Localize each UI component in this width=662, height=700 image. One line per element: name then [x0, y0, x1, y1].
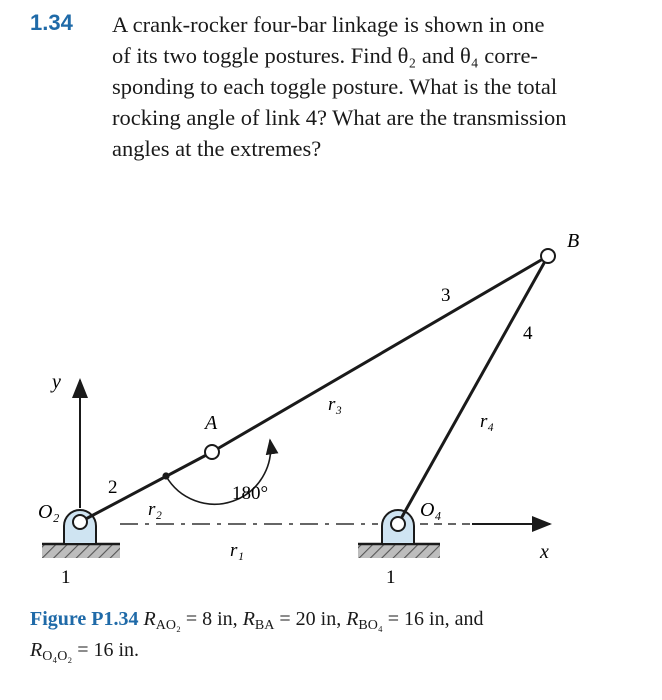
label-x: x	[540, 541, 549, 563]
statement-line-2: of its two toggle postures. Find θ₂ and θ₄ corre-	[112, 43, 538, 68]
statement-line-4: rocking angle of link 4? What are the transmission	[112, 105, 567, 130]
label-ground-right: 1	[386, 567, 396, 588]
ground-right-hatch	[358, 544, 440, 558]
problem-number: 1.34	[30, 10, 73, 35]
caption-line-2	[30, 635, 630, 666]
caption-label: Figure P1.34	[30, 608, 139, 630]
caption-v1: = 8 in,	[180, 608, 243, 630]
pin-O4	[391, 517, 405, 531]
label-A: A	[205, 412, 218, 434]
caption-R2-sub: BA	[254, 618, 275, 633]
caption-R1: R	[143, 608, 156, 630]
pin-B	[541, 249, 555, 263]
label-ground-left: 1	[61, 567, 71, 588]
label-r2: r₂	[148, 499, 162, 520]
caption-R3-sub: BO₄	[358, 618, 383, 633]
label-angle: 180°	[232, 483, 269, 504]
link-2	[80, 452, 212, 522]
label-y: y	[52, 371, 61, 393]
arc-start-dot	[162, 472, 169, 479]
caption-v3: = 16 in, and	[382, 608, 484, 630]
label-link-4: 4	[523, 323, 533, 344]
label-r4: r₄	[480, 411, 494, 432]
label-r3: r₃	[328, 394, 342, 415]
label-link-2: 2	[108, 477, 118, 498]
figure-caption	[30, 604, 630, 666]
caption-v2: = 20 in,	[274, 608, 347, 630]
label-O2: O₂	[38, 501, 60, 523]
link-4	[398, 256, 548, 524]
caption-R4: R	[30, 639, 43, 661]
caption-R1-sub: AO₂	[155, 618, 181, 633]
caption-R4-sub: O₄O₂	[42, 649, 73, 664]
statement-line-3: sponding to each toggle posture. What is the total	[112, 74, 558, 99]
label-B: B	[567, 230, 580, 252]
pin-O2	[73, 515, 87, 529]
caption-R2: R	[242, 608, 255, 630]
label-O4: O₄	[420, 499, 442, 521]
ground-left-hatch	[42, 544, 120, 558]
statement-line-5: angles at the extremes?	[112, 136, 322, 161]
link-3	[212, 256, 548, 452]
pin-A	[205, 445, 219, 459]
caption-line-1	[30, 604, 630, 635]
label-r1: r₁	[230, 540, 244, 561]
caption-R3: R	[346, 608, 359, 630]
label-link-3: 3	[441, 285, 451, 306]
linkage-figure	[0, 215, 662, 600]
caption-v4: = 16 in.	[72, 639, 140, 661]
problem-statement	[112, 9, 622, 164]
statement-line-1: A crank-rocker four-bar linkage is shown in one	[112, 12, 545, 37]
